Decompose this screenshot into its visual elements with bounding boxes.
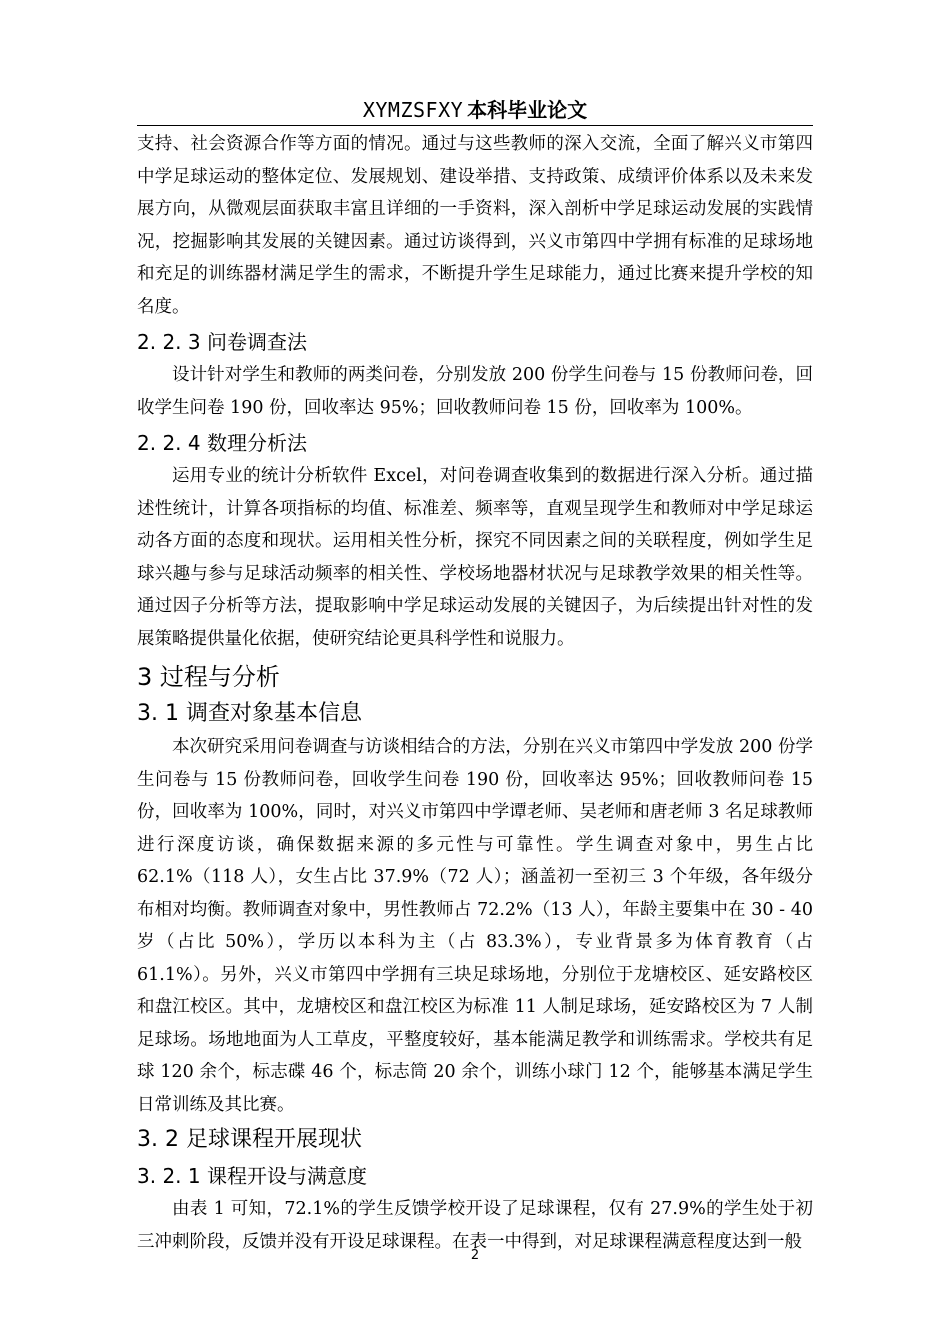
chapter-heading-3: 3 过程与分析: [137, 663, 280, 691]
header-title: 本科毕业论文: [467, 98, 588, 122]
section-heading-3-1: 3. 1 调查对象基本信息: [137, 701, 362, 726]
page-body: [137, 128, 813, 1258]
section-heading-3-2-1: 3. 2. 1 课程开设与满意度: [137, 1164, 367, 1188]
body-paragraph: 设计针对学生和教师的两类问卷，分别发放 200 份学生问卷与 15 份教师问卷，回收学生问卷 190 份，回收率达 95%；回收教师问卷 15 份，回收率为 100%。: [137, 365, 813, 418]
section-heading-2-2-3: 2. 2. 3 问卷调查法: [137, 330, 307, 354]
header-divider: [137, 125, 813, 126]
header-code: XYMZSFXY: [362, 98, 464, 122]
body-paragraph: 运用专业的统计分析软件 Excel，对问卷调查收集到的数据进行深入分析。通过描述性统计，计算各项指标的均值、标准差、频率等，直观呈现学生和教师对中学足球运动各方面的态度和现状。运用相关性分析，探究不同因素之间的关联程度，例如学生足球兴趣与参与足球活动频率的相关性、学校场地器材状况与足球教学效果的相关性等。通过因子分析等方法，提取影响中学足球运动发展的关键因子，为后续提出针对性的发展策略提供量化依据，使研究结论更具科学性和说服力。: [137, 466, 813, 649]
page-number: 2: [470, 1248, 480, 1263]
body-paragraph: 支持、社会资源合作等方面的情况。通过与这些教师的深入交流，全面了解兴义市第四中学足球运动的整体定位、发展规划、建设举措、支持政策、成绩评价体系以及未来发展方向，从微观层面获取丰富且详细的一手资料，深入剖析中学足球运动发展的实践情况，挖掘影响其发展的关键因素。通过访谈得到，兴义市第四中学拥有标准的足球场地和充足的训练器材满足学生的需求，不断提升学生足球能力，通过比赛来提升学校的知名度。: [137, 134, 813, 317]
section-heading-3-2: 3. 2 足球课程开展现状: [137, 1127, 362, 1152]
section-heading-2-2-4: 2. 2. 4 数理分析法: [137, 431, 307, 455]
body-paragraph: 本次研究采用问卷调查与访谈相结合的方法，分别在兴义市第四中学发放 200 份学生问卷与 15 份教师问卷，回收学生问卷 190 份，回收率达 95%；回收教师问卷 15 份，回收率为 100%，同时，对兴义市第四中学谭老师、吴老师和唐老师 3 名足球教师进行深度访谈，确保数据来源的多元性与可靠性。学生调查对象中，男生占比 62.1%（118 人），女生占比 37.9%（72 人）；涵盖初一至初三 3 个年级，各年级分布相对均衡。教师调查对象中，男性教师占 72.2%（13 人），年龄主要集中在 30 - 40 岁（占比 50%），学历以本科为主（占 83.3%），专业背景多为体育教育（占 61.1%）。另外，兴义市第四中学拥有三块足球场地，分别位于龙塘校区、延安路校区和盘江校区。其中，龙塘校区和盘江校区为标准 11 人制足球场，延安路校区为 7 人制足球场。场地地面为人工草皮，平整度较好，基本能满足教学和训练需求。学校共有足球 120 余个，标志碟 46 个，标志筒 20 余个，训练小球门 12 个，能够基本满足学生日常训练及其比赛。: [137, 737, 813, 1115]
body-paragraph: 由表 1 可知，72.1%的学生反馈学校开设了足球课程，仅有 27.9%的学生处于初三冲刺阶段，反馈并没有开设足球课程。在表一中得到，对足球课程满意程度达到一般: [137, 1199, 813, 1252]
page-header: [137, 96, 813, 124]
